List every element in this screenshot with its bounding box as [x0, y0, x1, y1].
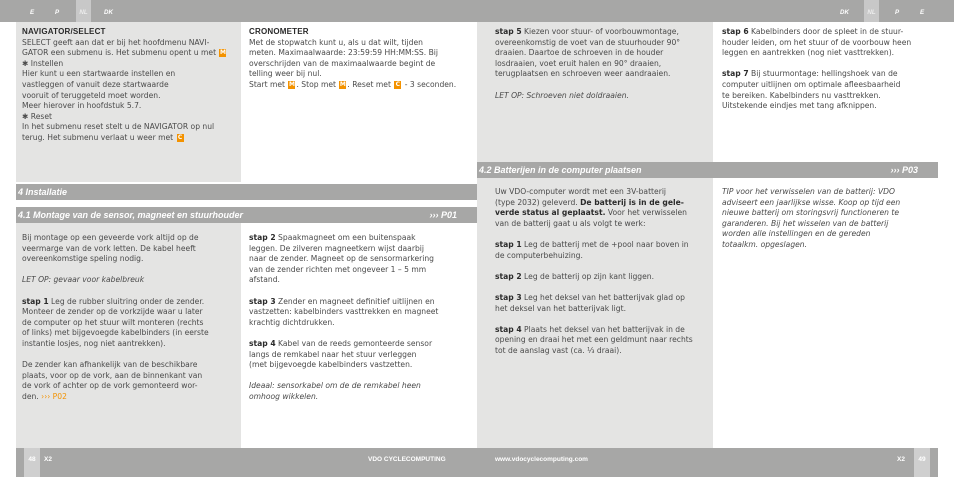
text-line: tot de aanslag vast (ca. ⅓ draai).	[495, 345, 622, 355]
text-line: overeenkomstige speling nodig.	[22, 254, 144, 264]
text-line: de vork of achter op de vork gemonteerd wor-	[22, 381, 198, 391]
battery-tip-block	[722, 187, 947, 251]
text-line: vooruit of teruggeteld moet worden.	[22, 90, 161, 100]
text-line: De zender kan afhankelijk van de beschikbare	[22, 360, 198, 370]
text-line: totaalkm. opgeslagen.	[722, 239, 808, 249]
text-line: (met bijgevoegde kabelbinders vastzetten.	[249, 360, 413, 370]
page-number-right: 49	[914, 448, 930, 477]
text-line: Met de stopwatch kunt u, als u dat wilt, tijden	[249, 37, 423, 47]
text-line: garanderen. Bij het wisselen van de batterij	[722, 218, 889, 228]
text-line: de computerbehuizing.	[495, 250, 583, 260]
text-line: Uitstekende eindjes met tang afknippen.	[722, 101, 877, 111]
cronometer-block	[249, 27, 469, 91]
m-key-icon: M	[219, 49, 226, 57]
text-line: Uw VDO-computer wordt met een 3V-batterij	[495, 187, 667, 196]
page-number-left: 48	[24, 448, 40, 477]
text-line: de computer op het stuur wilt monteren (rechts	[22, 317, 204, 327]
section-4-1-ref-link[interactable]: ››› P01	[429, 210, 457, 220]
top-tab-bar-left	[0, 0, 477, 22]
footer-model-right: X2	[897, 456, 905, 463]
text-line: GATOR een submenu is. Het submenu opent u met M	[22, 48, 226, 58]
text-line: naar de zender. Magneet op de sensormarkering	[249, 254, 435, 264]
text-line: ✱ Instellen	[22, 58, 64, 68]
text-line: stap 3 Leg het deksel van het batterijvak glad op	[495, 292, 685, 302]
tab-language-p-right[interactable]: P	[895, 9, 900, 16]
text-line: leggen en aantrekken (nog niet vasttrekken).	[722, 48, 895, 58]
text-line: langs de remkabel naar het stuur verleggen	[249, 349, 417, 359]
text-line: stap 7 Bij stuurmontage: hellingshoek van de	[722, 69, 898, 79]
text-line: stap 1 Leg de rubber sluitring onder de zender.	[22, 296, 205, 306]
text-line: stap 3 Zender en magneet definitief uitlijnen en	[249, 296, 435, 306]
footer-model-left: X2	[44, 456, 52, 463]
text-line: vastzetten: kabelbinders vasttrekken en magneet	[249, 307, 439, 317]
c-key-icon: C	[177, 133, 183, 141]
text-line: draaien. Daartoe de schroeven in de houder	[495, 48, 664, 58]
text-line: ✱ Reset	[22, 111, 52, 121]
text-line: stap 5 Kiezen voor stuur- of voorbouwmontage,	[495, 27, 679, 36]
text-line: Hier kunt u een startwaarde instellen en	[22, 69, 176, 79]
text-line: computer uitlijnen om optimale afleesbaarheid	[722, 79, 901, 89]
text-line: stap 1 Leg de batterij met de +pool naar boven in	[495, 239, 689, 249]
text-line: opening en draai het met een geldmunt naar rechts	[495, 335, 693, 345]
battery-steps-block	[495, 187, 707, 357]
tab-language-dk-left[interactable]: DK	[104, 9, 113, 16]
text-line: instantie losjes, nog niet aantrekken).	[22, 338, 166, 348]
text-line: van de zender richten met ongeveer 1 – 5 mm	[249, 264, 427, 274]
installation-left-column	[22, 233, 237, 403]
tab-language-e-left[interactable]: E	[30, 9, 35, 16]
text-line: (type 2032) geleverd. De batterij is in de gele-	[495, 197, 684, 207]
text-line: telling weer bij nul.	[249, 69, 322, 79]
tab-language-nl-left[interactable]: NL	[76, 0, 91, 22]
text-line: stap 4 Plaats het deksel van het batterijvak in de	[495, 324, 685, 334]
text-line: worden alle instellingen en de gereden	[722, 229, 871, 239]
text-line: losdraaien, voet eruit halen en 90° draaien,	[495, 58, 662, 68]
warning-screws: LET OP: Schroeven niet doldraaien.	[495, 90, 629, 100]
tab-language-p-left[interactable]: P	[55, 9, 60, 16]
figure-ref-link[interactable]: ››› P02	[41, 391, 67, 401]
section-4-2-title: 4.2 Batterijen in de computer plaatsen	[479, 165, 642, 175]
text-line: In het submenu reset stelt u de NAVIGATOR op nul	[22, 122, 215, 132]
footer-url-link[interactable]: www.vdocyclecomputing.com	[495, 456, 588, 463]
text-line: plaats, voor op de vork, aan de binnenkant van	[22, 370, 203, 380]
text-line: houder leiden, om het stuur of de voorbouw heen	[722, 37, 912, 47]
section-4-heading	[16, 184, 477, 200]
section-4-2-heading	[477, 162, 938, 178]
text-line: veermarge van de vork letten. De kabel heeft	[22, 243, 196, 253]
stap6-7-block	[722, 27, 947, 112]
text-line: stap 4 Kabel van de reeds gemonteerde sensor	[249, 338, 433, 348]
text-line: Start met M . Stop met M . Reset met C - 3 seconden.	[249, 79, 457, 89]
text-line: Bij montage op een geveerde vork altijd op de	[22, 233, 199, 242]
text-line: adviseert een jaarlijkse wisse. Koop op tijd een	[722, 197, 901, 207]
text-line: den. ››› P02	[22, 391, 67, 401]
footer-brand: VDO CYCLECOMPUTING	[368, 456, 446, 463]
text-line: nieuwe batterij om storingsvrij functioneren te	[722, 208, 900, 218]
tab-language-nl-right[interactable]: NL	[864, 0, 879, 22]
tab-language-dk-right[interactable]: DK	[840, 9, 849, 16]
text-line: stap 6 Kabelbinders door de spleet in de stuur-	[722, 27, 904, 36]
text-line: meten. Maximaalwaarde: 23:59:59 HH:MM:SS. Bij	[249, 48, 439, 58]
text-line: SELECT geeft aan dat er bij het hoofdmenu NAVI-	[22, 37, 210, 47]
m-key-icon: M	[288, 80, 295, 88]
text-line: Ideaal: sensorkabel om de de remkabel heen	[249, 381, 421, 391]
text-line: vastleggen of vanuit deze startwaarde	[22, 79, 169, 89]
warning-cable: LET OP: gevaar voor kabelbreuk	[22, 275, 145, 285]
text-line: afstand.	[249, 275, 280, 285]
text-line: of links) met bijgevoegde kabelbinders (in eerste	[22, 328, 209, 338]
section-4-2-ref-link[interactable]: ››› P03	[890, 165, 918, 175]
top-tab-bar-right	[477, 0, 954, 22]
installation-right-column	[249, 233, 471, 403]
text-line: verde status al geplaatst. Voor het verwisselen	[495, 208, 687, 218]
c-key-icon: C	[395, 80, 401, 88]
text-line: te bereiken. Kabelbinders nu vasttrekken.	[722, 90, 881, 100]
section-4-1-heading	[16, 207, 477, 223]
text-line: Meer hierover in hoofdstuk 5.7.	[22, 101, 142, 111]
navigator-select-block	[22, 27, 237, 144]
section-4-title: 4 Installatie	[18, 187, 68, 197]
text-line: leggen. De zilveren magneetkern wijst daarbij	[249, 243, 424, 253]
navigator-select-heading: NAVIGATOR/SELECT	[22, 27, 106, 36]
text-line: van de batterij gaat u als volgt te werk:	[495, 218, 646, 228]
section-4-1-title: 4.1 Montage van de sensor, magneet en stuurhouder	[18, 210, 244, 220]
text-line: stap 2 Leg de batterij op zijn kant liggen.	[495, 271, 655, 281]
text-line: terug. Het submenu verlaat u weer met C	[22, 132, 183, 142]
text-line: overschrijden van de maximaalwaarde begint de	[249, 58, 436, 68]
text-line: overeenkomstig de voet van de stuurhouder 90°	[495, 37, 681, 47]
text-line: omhoog wikkelen.	[249, 391, 319, 401]
text-line: stap 2 Spaakmagneet om een buitenspaak	[249, 233, 416, 242]
text-line: het deksel van het batterijvak ligt.	[495, 303, 626, 313]
text-line: krachtig dichtdrukken.	[249, 317, 335, 327]
tab-language-e-right[interactable]: E	[920, 9, 925, 16]
text-line: terugplaatsen en schroeven weer aandraaien.	[495, 69, 671, 79]
text-line: Monteer de zender op de vorkzijde waar u later	[22, 307, 203, 317]
cronometer-heading: CRONOMETER	[249, 27, 309, 36]
text-line: TIP voor het verwisselen van de batterij: VDO	[722, 187, 895, 196]
m-key-icon: M	[339, 80, 346, 88]
stap5-block	[495, 27, 707, 101]
